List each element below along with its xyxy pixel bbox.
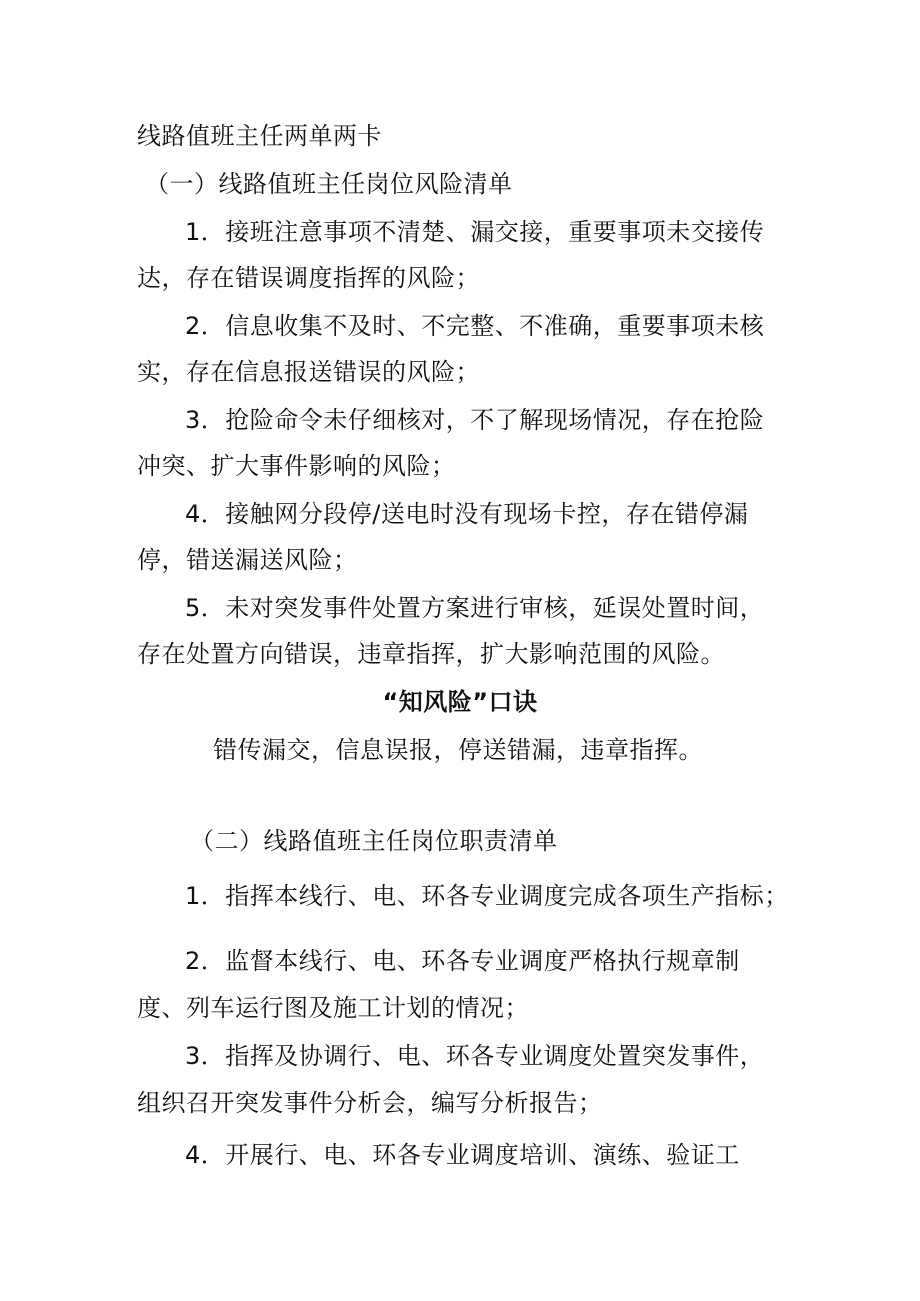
duty-item-1-line-1: 1．指挥本线行、电、环各专业调度完成各项生产指标； [185, 882, 789, 910]
risk-item-3-line-2: 冲突、扩大事件影响的风险； [137, 452, 456, 480]
risk-item-4-line-1: 4．接触网分段停/送电时没有现场卡控，存在错停漏 [185, 500, 749, 528]
duty-item-2-line-1: 2．监督本线行、电、环各专业调度严格执行规章制 [185, 947, 740, 975]
duty-item-3-line-2: 组织召开突发事件分析会，编写分析报告； [137, 1089, 603, 1117]
risk-item-1-line-1: 1．接班注意事项不清楚、漏交接，重要事项未交接传 [185, 218, 765, 246]
mnemonic-heading: “知风险”口诀 [382, 688, 538, 716]
duty-item-3-line-1: 3．指挥及协调行、电、环各专业调度处置突发事件， [185, 1042, 765, 1070]
risk-item-3-line-1: 3．抢险命令未仔细核对，不了解现场情况，存在抢险 [185, 406, 765, 434]
section-1-heading: （一）线路值班主任岗位风险清单 [145, 170, 513, 198]
risk-item-4-line-2: 停，错送漏送风险； [137, 546, 358, 574]
duty-item-4-line-1: 4．开展行、电、环各专业调度培训、演练、验证工 [185, 1141, 740, 1169]
risk-item-1-line-2: 达，存在错误调度指挥的风险； [137, 264, 480, 292]
section-2-heading: （二）线路值班主任岗位职责清单 [190, 827, 558, 855]
duty-item-2-line-2: 度、列车运行图及施工计划的情况； [137, 994, 529, 1022]
document-title: 线路值班主任两单两卡 [137, 122, 382, 150]
mnemonic-text: 错传漏交，信息误报，停送错漏，违章指挥。 [213, 736, 703, 764]
risk-item-5-line-1: 5．未对突发事件处置方案进行审核，延误处置时间， [185, 594, 765, 622]
risk-item-2-line-1: 2．信息收集不及时、不完整、不准确，重要事项未核 [185, 312, 765, 340]
risk-item-2-line-2: 实，存在信息报送错误的风险； [137, 358, 480, 386]
risk-item-5-line-2: 存在处置方向错误，违章指挥，扩大影响范围的风险。 [137, 640, 725, 668]
